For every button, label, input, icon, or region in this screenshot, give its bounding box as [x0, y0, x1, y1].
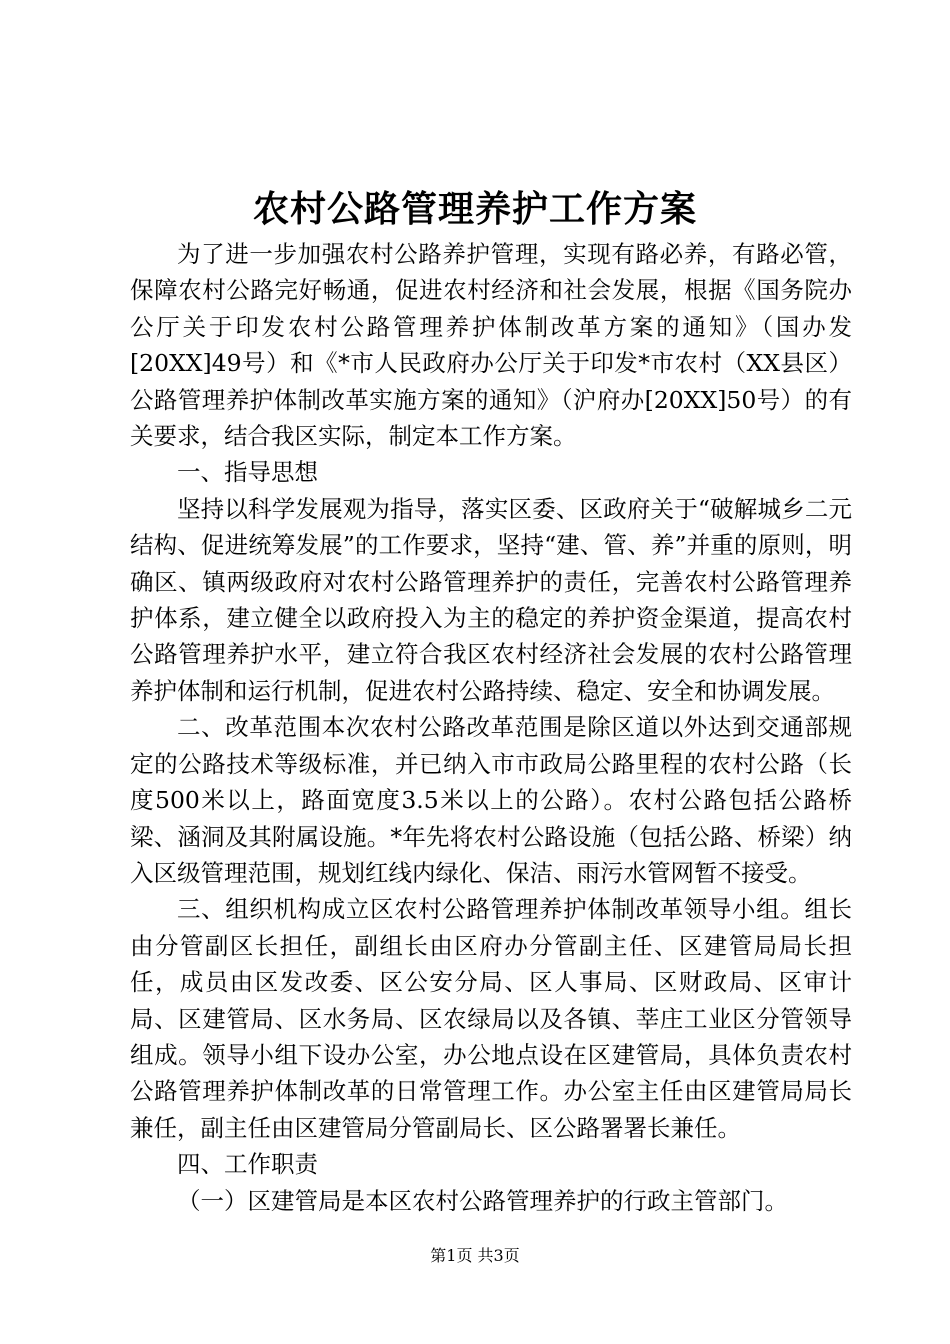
paragraph-reform-scope: 二、改革范围本次农村公路改革范围是除区道以外达到交通部规定的公路技术等级标准，并已纳入市市政局公路里程的农村公路（长度500米以上，路面宽度3.5米以上的公路）。农村公路包括公路桥梁、涵洞及其附属设施。*年先将农村公路设施（包括公路、桥梁）纳入区级管理范围，规划红线内绿化、保洁、雨污水管网暂不接受。: [130, 713, 852, 887]
document-title: 农村公路管理养护工作方案: [252, 188, 697, 230]
paragraph-organization: 三、组织机构成立区农村公路管理养护体制改革领导小组。组长由分管副区长担任，副组长由区府办分管副主任、区建管局局长担任，成员由区发改委、区公安分局、区人事局、区财政局、区审计局、区建管局、区水务局、区农绿局以及各镇、莘庄工业区分管领导组成。领导小组下设办公室，办公地点设在区建管局，具体负责农村公路管理养护体制改革的日常管理工作。办公室主任由区建管局局长兼任，副主任由区建管局分管副局长、区公路署署长兼任。: [130, 895, 852, 1142]
paragraph-intro: 为了进一步加强农村公路养护管理，实现有路必养，有路必管，保障农村公路完好畅通，促进农村经济和社会发展，根据《国务院办公厅关于印发农村公路管理养护体制改革方案的通知》（国办发[20XX]49号）和《*市人民政府办公厅关于印发*市农村（XX县区）公路管理养护体制改革实施方案的通知》（沪府办[20XX]50号）的有关要求，结合我区实际，制定本工作方案。: [130, 240, 852, 451]
paragraph-duty-1: （一）区建管局是本区农村公路管理养护的行政主管部门。: [177, 1186, 788, 1215]
heading-guiding-ideology: 一、指导思想: [177, 458, 318, 487]
page-footer: 第1页 共3页: [430, 1246, 520, 1265]
heading-work-duties: 四、工作职责: [177, 1150, 318, 1179]
paragraph-guiding-ideology: 坚持以科学发展观为指导，落实区委、区政府关于“破解城乡二元结构、促进统筹发展”的工作要求，坚持“建、管、养”并重的原则，明确区、镇两级政府对农村公路管理养护的责任，完善农村公路管理养护体系，建立健全以政府投入为主的稳定的养护资金渠道，提高农村公路管理养护水平，建立符合我区农村经济社会发展的农村公路管理养护体制和运行机制，促进农村公路持续、稳定、安全和协调发展。: [130, 494, 852, 705]
document-body: [130, 236, 852, 1219]
